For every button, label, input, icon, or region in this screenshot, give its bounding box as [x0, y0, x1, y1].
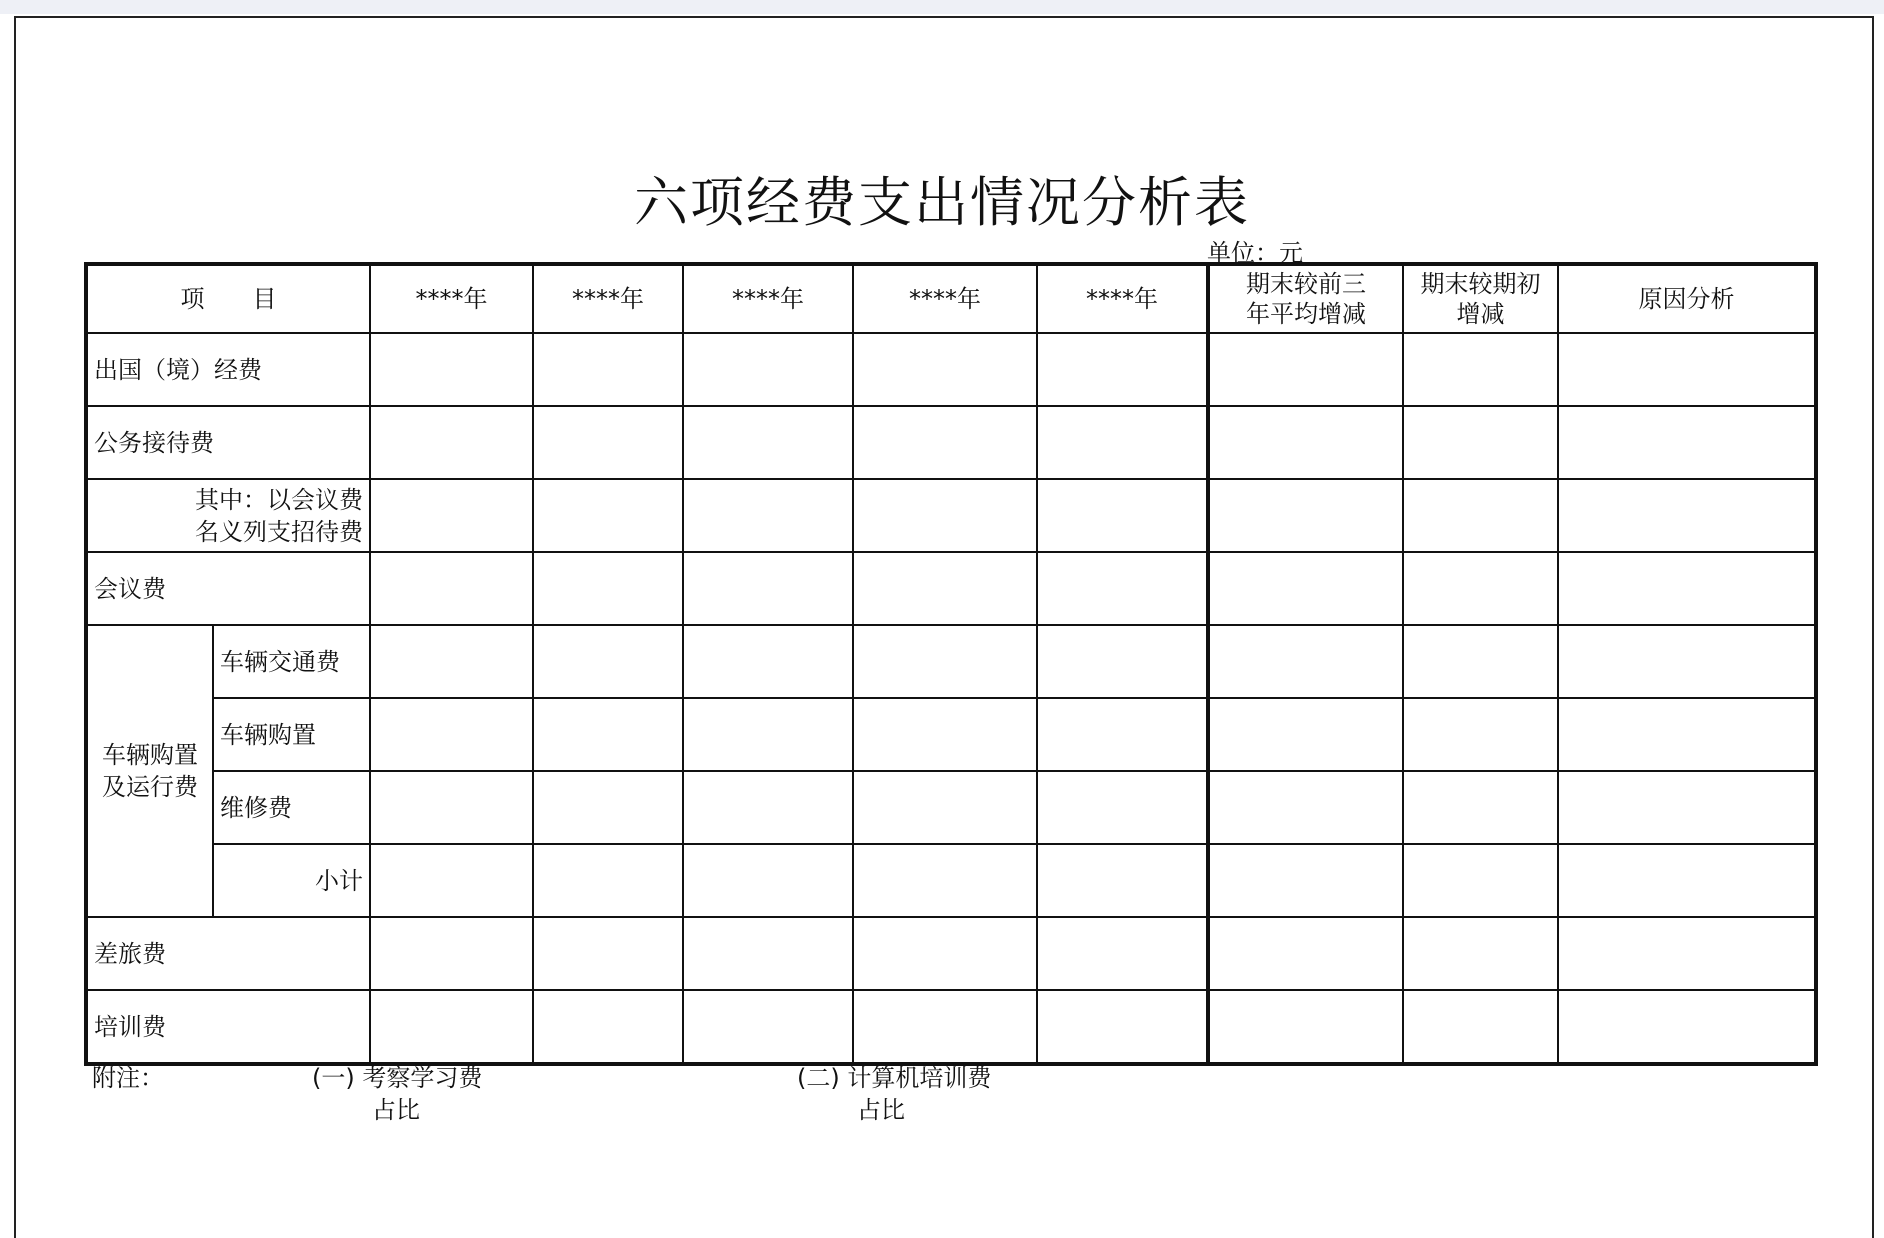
cell[interactable]	[1558, 625, 1816, 698]
cell[interactable]	[1037, 625, 1208, 698]
cell[interactable]	[1403, 406, 1558, 479]
cell[interactable]	[370, 698, 533, 771]
cell[interactable]	[683, 406, 853, 479]
table-row	[86, 552, 1816, 625]
row-label-meeting-reception-line1: 其中：以会议费	[195, 485, 363, 514]
cell[interactable]	[1403, 333, 1558, 406]
window-top-strip	[0, 0, 1884, 14]
cell[interactable]	[683, 333, 853, 406]
cell[interactable]	[1208, 771, 1403, 844]
cell[interactable]	[1403, 844, 1558, 917]
cell[interactable]	[1558, 917, 1816, 990]
cell[interactable]	[533, 552, 683, 625]
cell[interactable]	[1208, 698, 1403, 771]
cell[interactable]	[853, 552, 1037, 625]
cell[interactable]	[1037, 479, 1208, 552]
document-title: 六项经费支出情况分析表	[634, 171, 1250, 234]
row-label-training: 培训费	[86, 990, 370, 1064]
cell[interactable]	[1208, 625, 1403, 698]
note-study-tour-line2: 占比	[372, 1096, 420, 1124]
cell[interactable]	[1558, 406, 1816, 479]
cell[interactable]	[370, 552, 533, 625]
row-group-vehicle-line2: 及运行费	[102, 773, 198, 801]
cell[interactable]	[1403, 698, 1558, 771]
cell[interactable]	[370, 844, 533, 917]
cell[interactable]	[533, 771, 683, 844]
row-group-vehicle	[86, 625, 213, 917]
cell[interactable]	[1037, 406, 1208, 479]
cell[interactable]	[1558, 844, 1816, 917]
header-year-3: ****年	[683, 264, 853, 333]
header-vs-begin-line1: 期末较期初	[1420, 270, 1541, 298]
expense-table	[84, 262, 1818, 1066]
note-study-tour	[312, 1062, 482, 1126]
table-row	[86, 406, 1816, 479]
cell[interactable]	[533, 990, 683, 1064]
cell[interactable]	[853, 625, 1037, 698]
cell[interactable]	[1208, 844, 1403, 917]
cell[interactable]	[370, 625, 533, 698]
cell[interactable]	[1558, 771, 1816, 844]
cell[interactable]	[370, 406, 533, 479]
cell[interactable]	[683, 552, 853, 625]
table-row	[86, 698, 1816, 771]
cell[interactable]	[533, 625, 683, 698]
cell[interactable]	[1037, 844, 1208, 917]
table-row	[86, 333, 1816, 406]
cell[interactable]	[1403, 990, 1558, 1064]
header-item: 项 目	[86, 264, 370, 333]
cell[interactable]	[1403, 771, 1558, 844]
cell[interactable]	[1558, 479, 1816, 552]
header-year-2: ****年	[533, 264, 683, 333]
cell[interactable]	[1403, 552, 1558, 625]
notes-label: 附注：	[92, 1064, 164, 1092]
cell[interactable]	[1558, 333, 1816, 406]
cell[interactable]	[1558, 698, 1816, 771]
cell[interactable]	[1208, 552, 1403, 625]
table-row	[86, 917, 1816, 990]
cell[interactable]	[1208, 990, 1403, 1064]
cell[interactable]	[853, 771, 1037, 844]
cell[interactable]	[533, 917, 683, 990]
row-label-subtotal: 小计	[213, 844, 370, 917]
cell[interactable]	[370, 333, 533, 406]
cell[interactable]	[370, 990, 533, 1064]
cell[interactable]	[533, 844, 683, 917]
row-label-meeting-reception	[86, 479, 370, 552]
unit-label: 单位：元	[1207, 239, 1303, 267]
table-row	[86, 771, 1816, 844]
cell[interactable]	[683, 844, 853, 917]
note-computer-training-line2: 占比	[857, 1096, 905, 1124]
cell[interactable]	[370, 479, 533, 552]
cell[interactable]	[1208, 333, 1403, 406]
header-row	[86, 264, 1816, 333]
cell[interactable]	[533, 479, 683, 552]
header-vs-begin-line2: 增减	[1456, 300, 1505, 328]
cell[interactable]	[533, 698, 683, 771]
header-vs-begin	[1403, 264, 1558, 333]
cell[interactable]	[1037, 333, 1208, 406]
cell[interactable]	[533, 406, 683, 479]
header-year-5: ****年	[1037, 264, 1208, 333]
cell[interactable]	[853, 917, 1037, 990]
cell[interactable]	[853, 698, 1037, 771]
note-study-tour-line1: (一) 考察学习费	[312, 1064, 483, 1092]
cell[interactable]	[1037, 698, 1208, 771]
cell[interactable]	[683, 479, 853, 552]
row-label-reception: 公务接待费	[86, 406, 370, 479]
cell[interactable]	[683, 990, 853, 1064]
row-label-overseas: 出国（境）经费	[86, 333, 370, 406]
cell[interactable]	[533, 333, 683, 406]
header-vs-three-year	[1208, 264, 1403, 333]
cell[interactable]	[683, 698, 853, 771]
header-reason: 原因分析	[1558, 264, 1816, 333]
row-label-meeting: 会议费	[86, 552, 370, 625]
cell[interactable]	[1208, 406, 1403, 479]
cell[interactable]	[683, 917, 853, 990]
cell[interactable]	[683, 771, 853, 844]
cell[interactable]	[853, 479, 1037, 552]
cell[interactable]	[1403, 625, 1558, 698]
cell[interactable]	[1403, 917, 1558, 990]
cell[interactable]	[853, 844, 1037, 917]
table-row	[86, 479, 1816, 552]
cell[interactable]	[853, 333, 1037, 406]
header-year-4: ****年	[853, 264, 1037, 333]
row-label-maintenance: 维修费	[213, 771, 370, 844]
cell[interactable]	[1208, 917, 1403, 990]
cell[interactable]	[853, 406, 1037, 479]
cell[interactable]	[370, 917, 533, 990]
cell[interactable]	[1037, 990, 1208, 1064]
cell[interactable]	[683, 625, 853, 698]
row-label-travel: 差旅费	[86, 917, 370, 990]
header-year-1: ****年	[370, 264, 533, 333]
table-row	[86, 625, 1816, 698]
header-vs-three-year-line1: 期末较前三	[1246, 270, 1366, 298]
cell[interactable]	[1037, 917, 1208, 990]
row-label-vehicle-purchase: 车辆购置	[213, 698, 370, 771]
table-row	[86, 990, 1816, 1064]
note-computer-training	[797, 1062, 991, 1126]
table-row	[86, 844, 1816, 917]
cell[interactable]	[1558, 990, 1816, 1064]
row-group-vehicle-line1: 车辆购置	[102, 741, 198, 769]
cell[interactable]	[1403, 479, 1558, 552]
row-label-meeting-reception-line2: 名义列支招待费	[195, 517, 363, 546]
cell[interactable]	[1037, 552, 1208, 625]
header-vs-three-year-line2: 年平均增减	[1246, 300, 1366, 328]
note-computer-training-line1: (二) 计算机培训费	[797, 1064, 992, 1092]
cell[interactable]	[370, 771, 533, 844]
row-label-vehicle-transport: 车辆交通费	[213, 625, 370, 698]
cell[interactable]	[853, 990, 1037, 1064]
cell[interactable]	[1037, 771, 1208, 844]
cell[interactable]	[1208, 479, 1403, 552]
cell[interactable]	[1558, 552, 1816, 625]
